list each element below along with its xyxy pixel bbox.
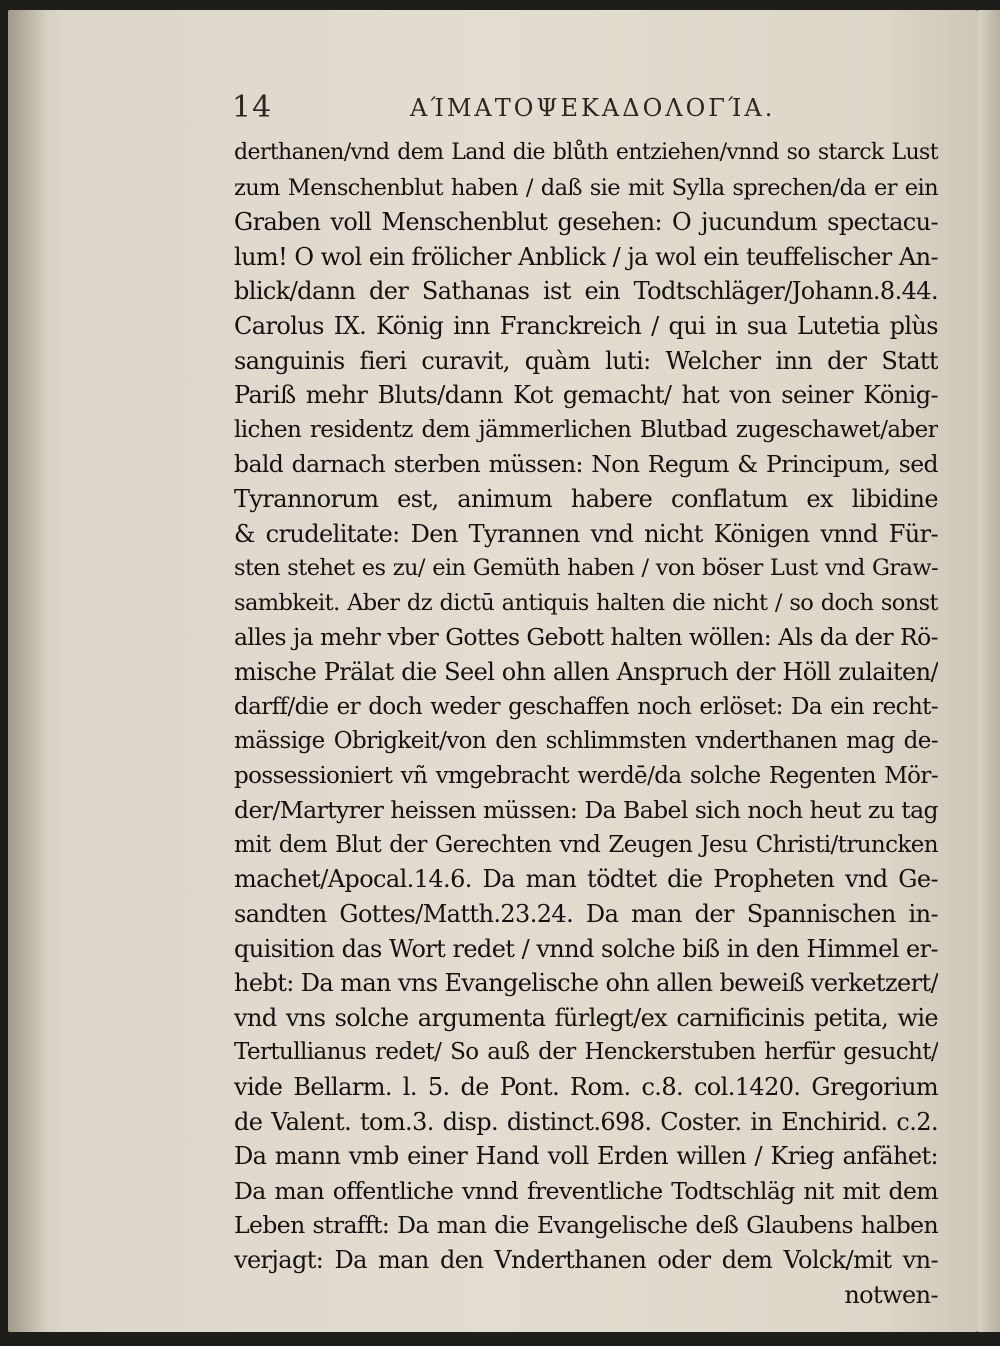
text-line: possessioniert vñ vmgebracht werdē/da solche Regenten Mör- <box>234 762 938 789</box>
text-line: mische Prälat die Seel ohn allen Anspruch der Höll zulaiten/ <box>234 657 938 686</box>
text-line: darff/die er doch weder geschaffen noch erlöset: Da ein recht- <box>234 693 938 720</box>
text-line: hebt: Da man vns Evangelische ohn allen beweiß verketzert/ <box>234 969 938 998</box>
text-line: sandten Gottes/Matth.23.24. Da man der Spannischen in- <box>234 900 938 929</box>
text-line: bald darnach sterben müssen: Non Regum & Principum, sed <box>234 450 938 479</box>
text-line: Leben strafft: Da man die Evangelische deß Glaubens halben <box>234 1211 938 1240</box>
text-line: vide Bellarm. l. 5. de Pont. Rom. c.8. col.1420. Gregorium <box>234 1073 938 1102</box>
text-line: Graben voll Menschenblut gesehen: O jucundum spectacu- <box>234 208 938 237</box>
text-line: machet/Apocal.14.6. Da man tödtet die Propheten vnd Ge- <box>234 865 938 894</box>
text-line: & crudelitate: Den Tyrannen vnd nicht Königen vnnd Für- <box>234 519 938 548</box>
text-line: lum! O wol ein frölicher Anblick / ja wol ein teuffelischer An- <box>234 242 938 271</box>
text-line: verjagt: Da man den Vnderthanen oder dem Volck/mit vn- <box>234 1246 938 1274</box>
text-line: der/Martyrer heissen müssen: Da Babel sich noch heut zu tag <box>234 796 938 825</box>
text-line: mit dem Blut der Gerechten vnd Zeugen Jesu Christi/truncken <box>234 831 938 858</box>
gutter-shadow <box>8 10 48 1332</box>
text-line: notwen- <box>844 1280 938 1309</box>
running-head: ΑΊΜΑΤΟΨΕΚΑΔΟΛΟΓΊΑ. <box>410 94 776 122</box>
text-line: lichen residentz dem jämmerlichen Blutbad zugeschawet/aber <box>234 416 938 443</box>
text-line: alles ja mehr vber Gottes Gebott halten wöllen: Als da der Rö- <box>234 623 938 652</box>
text-line: Tyrannorum est, animum habere conflatum ex libidine <box>234 484 938 513</box>
text-line: quisition das Wort redet / vnnd solche biß in den Himmel er- <box>234 934 938 963</box>
text-line: zum Menschenblut haben / daß sie mit Sylla sprechen/da er ein <box>234 174 938 201</box>
text-line: derthanen/vnd dem Land die blůth entziehen/vnnd so starck Lust <box>234 140 938 165</box>
book-page <box>8 10 978 1332</box>
text-line: blick/dann der Sathanas ist ein Todtschläger/Johann.8.44. <box>234 277 938 306</box>
text-line: sambkeit. Aber dz dictū antiquis halten die nicht / so doch sonst <box>234 589 938 616</box>
text-line: vnd vns solche argumenta fürlegt/ex carnificinis petita, wie <box>234 1003 938 1032</box>
body-text <box>234 136 938 1312</box>
text-line: mässige Obrigkeit/von den schlimmsten vnderthanen mag de- <box>234 728 938 755</box>
text-line: Pariß mehr Bluts/dann Kot gemacht/ hat von seiner König- <box>234 381 938 410</box>
text-line: Da mann vmb einer Hand voll Erden willen / Krieg anfähet: <box>234 1142 938 1171</box>
text-line: sten stehet es zu/ ein Gemüth haben / von böser Lust vnd Graw- <box>234 555 938 582</box>
text-line: Tertullianus redet/ So auß der Henckerstuben herfür gesucht/ <box>234 1039 938 1066</box>
text-line: de Valent. tom.3. disp. distinct.698. Coster. in Enchirid. c.2. <box>234 1107 938 1136</box>
text-line: sanguinis fieri curavit, quàm luti: Welcher inn der Statt <box>234 346 938 375</box>
page-edge <box>978 10 1000 1332</box>
page-number: 14 <box>232 90 273 125</box>
text-line: Da man offentliche vnnd freventliche Todtschläg nit mit dem <box>234 1176 938 1205</box>
text-line: Carolus IX. König inn Franckreich / qui in sua Lutetia plùs <box>234 311 938 340</box>
page-header <box>232 90 932 130</box>
